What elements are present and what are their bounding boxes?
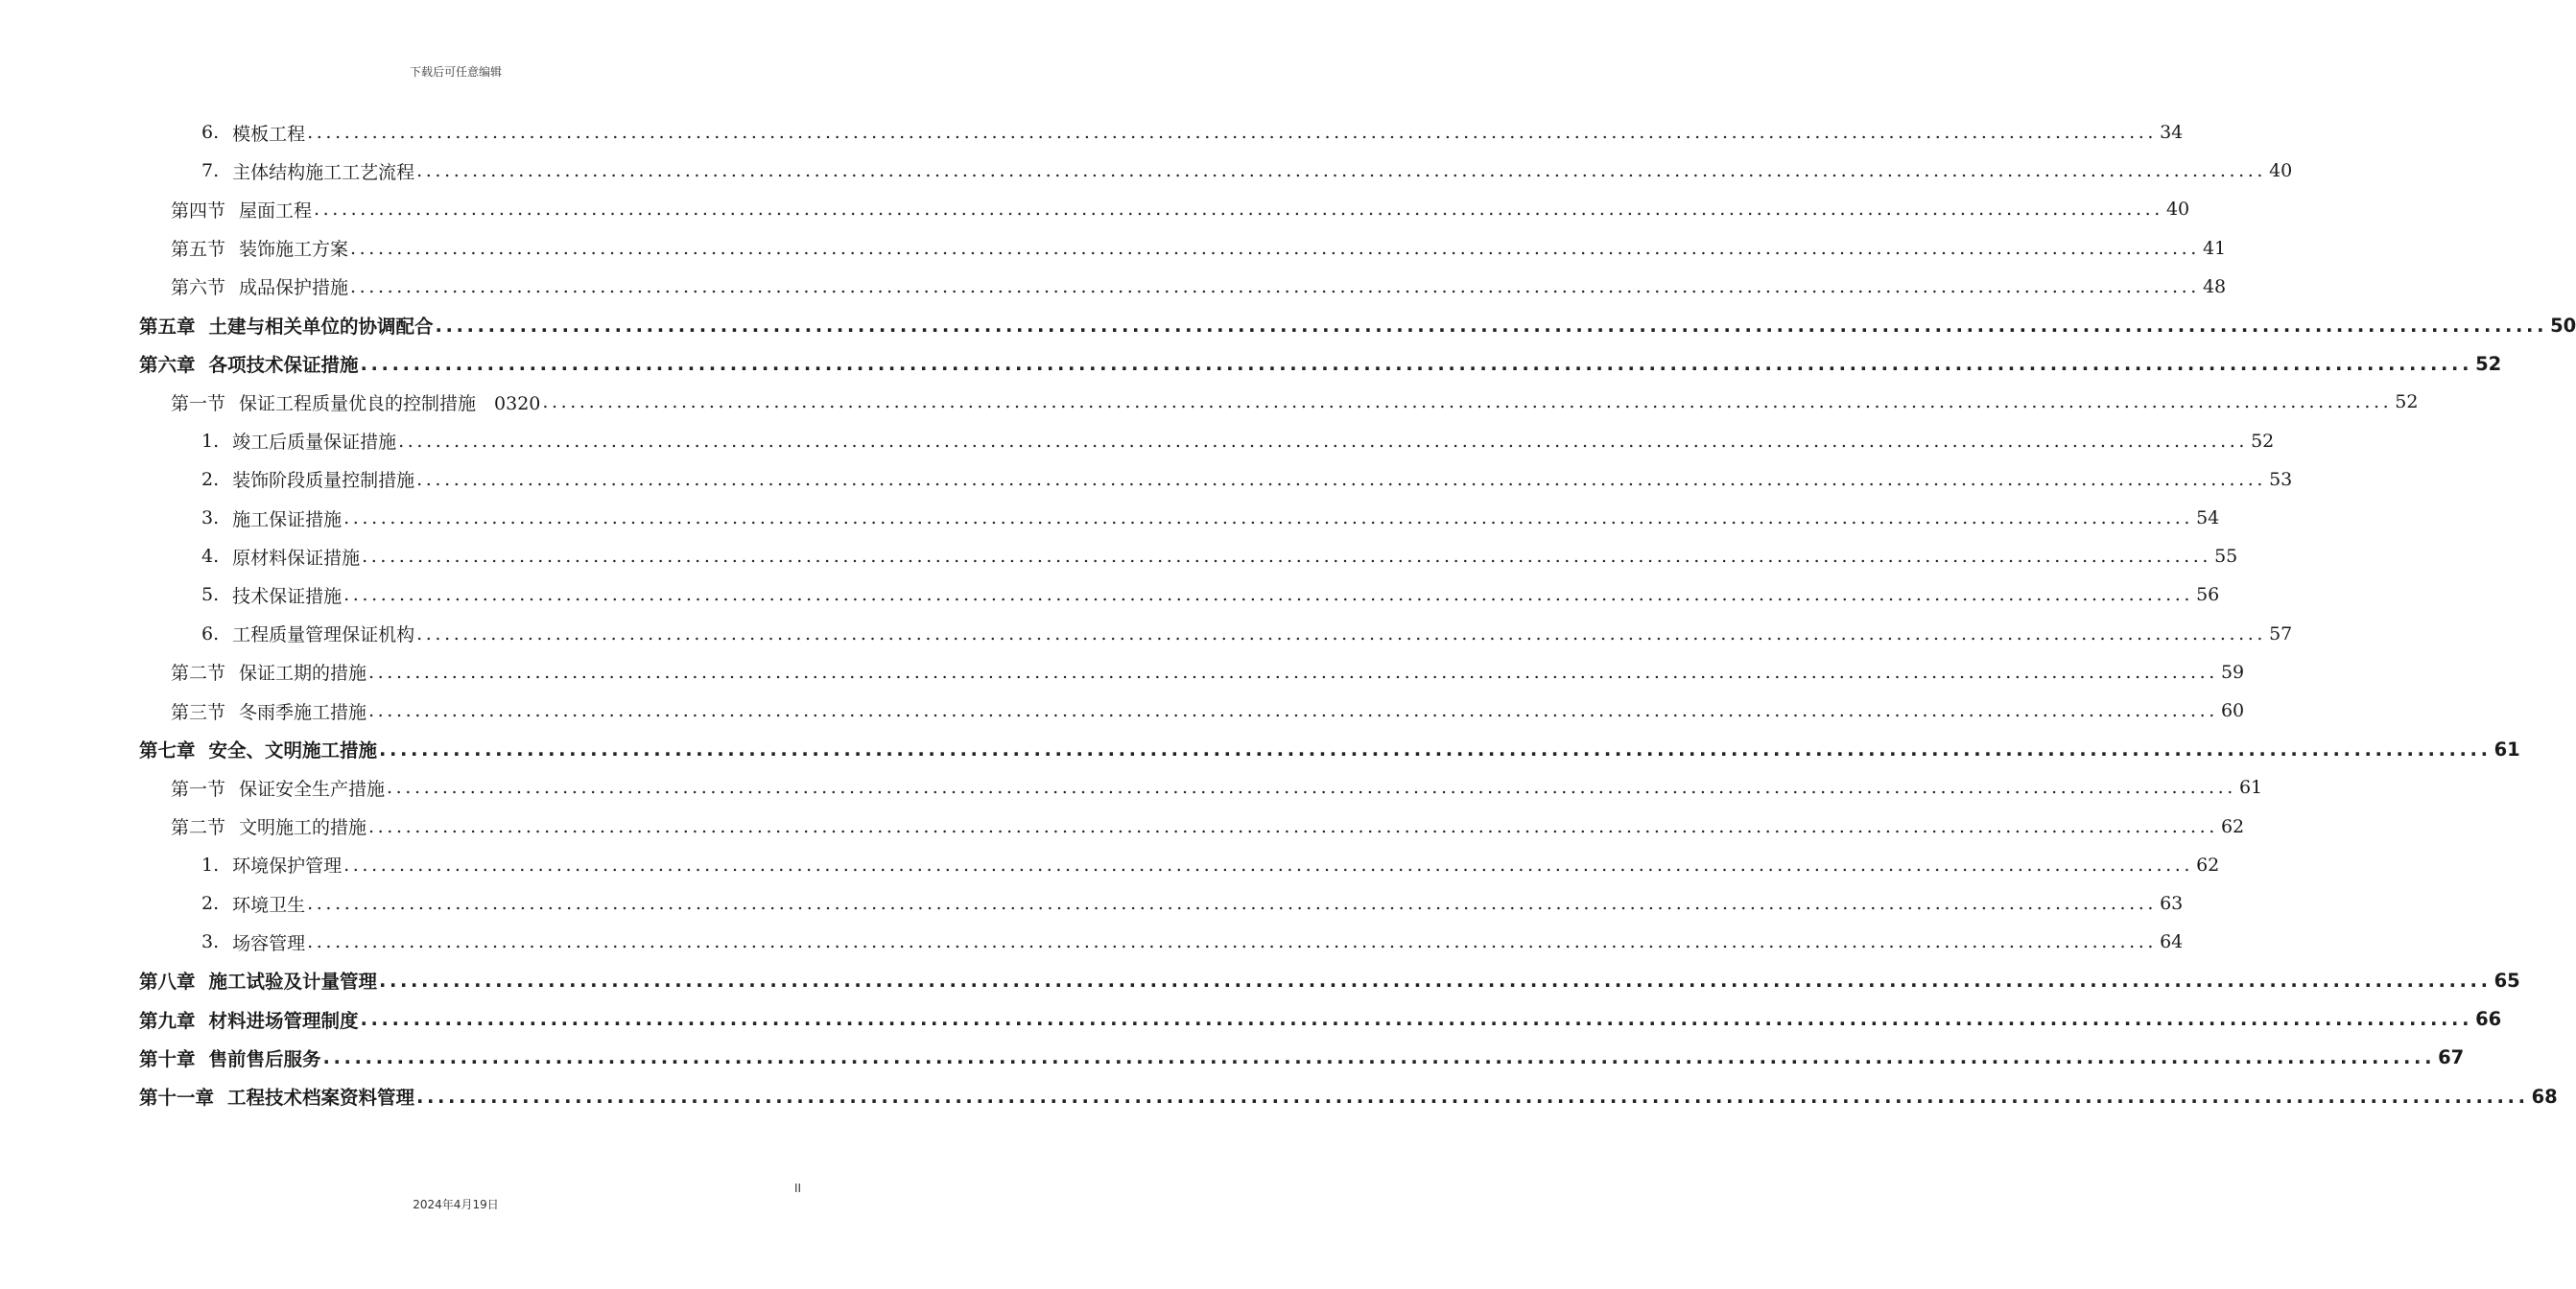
toc-entry-title: 装饰施工方案	[239, 239, 349, 261]
toc-entry-number: 4.	[201, 546, 220, 568]
toc-leader-dots: ........................................................................................................................................................................................................	[314, 199, 2163, 221]
toc-entry-title: 成品保护措施	[239, 277, 349, 299]
toc-entry-item[interactable]	[201, 152, 2293, 190]
toc-entry-number: 1.	[201, 854, 220, 876]
toc-leader-dots: ........................................................................................................................................................................................................	[379, 738, 2492, 761]
toc-entry-page: 68	[2531, 1085, 2558, 1108]
toc-leader-dots: ........................................................................................................................................................................................................	[368, 700, 2218, 721]
toc-leader-dots: ........................................................................................................................................................................................................	[360, 352, 2473, 375]
toc-entry-title: 施工试验及计量管理	[208, 971, 378, 994]
toc-entry-section[interactable]	[171, 691, 2245, 730]
toc-leader-dots: ........................................................................................................................................................................................................	[368, 815, 2218, 837]
toc-leader-dots: ........................................................................................................................................................................................................	[343, 507, 2194, 528]
toc-leader-dots: ........................................................................................................................................................................................................	[343, 584, 2194, 606]
toc-entry-title: 装饰阶段质量控制措施	[232, 470, 415, 492]
toc-entry-chapter[interactable]	[139, 961, 2520, 999]
toc-entry-item[interactable]	[201, 422, 2275, 460]
toc-entry-title: 安全、文明施工措施	[208, 739, 378, 762]
toc-entry-title: 保证安全生产措施	[239, 778, 386, 800]
toc-entry-chapter[interactable]	[139, 1077, 2558, 1115]
toc-leader-dots: ........................................................................................................................................................................................................	[307, 122, 2158, 143]
toc-entry-title: 工程技术档案资料管理	[227, 1087, 415, 1109]
toc-entry-item[interactable]	[201, 113, 2184, 152]
toc-entry-title: 售前售后服务	[208, 1047, 321, 1070]
toc-entry-title: 原材料保证措施	[232, 547, 361, 569]
toc-entry-page: 34	[2160, 122, 2184, 143]
toc-entry-number: 第一节	[171, 392, 226, 414]
toc-leader-dots: ........................................................................................................................................................................................................	[379, 969, 2492, 992]
toc-entry-page: 55	[2214, 546, 2238, 568]
toc-leader-dots: ........................................................................................................................................................................................................	[307, 893, 2158, 914]
toc-entry-page: 52	[2251, 430, 2275, 452]
toc-entry-number: 第九章	[139, 1009, 196, 1032]
toc-entry-page: 52	[2395, 391, 2419, 413]
toc-entry-number: 6.	[201, 622, 220, 644]
toc-entry-chapter[interactable]	[139, 306, 2576, 344]
toc-entry-item[interactable]	[201, 615, 2293, 653]
toc-entry-section[interactable]	[171, 268, 2227, 306]
page-number-roman: II	[794, 1182, 802, 1195]
toc-entry-number: 2.	[201, 893, 220, 914]
toc-entry-page: 50	[2550, 314, 2576, 337]
toc-leader-dots: ........................................................................................................................................................................................................	[350, 275, 2200, 297]
toc-entry-title: 竣工后质量保证措施	[232, 432, 397, 454]
toc-entry-title: 保证工程质量优良的控制措施 0320	[239, 392, 541, 414]
toc-entry-title: 文明施工的措施	[239, 817, 367, 839]
toc-entry-title: 主体结构施工工艺流程	[232, 161, 415, 183]
toc-leader-dots: ........................................................................................................................................................................................................	[360, 1008, 2473, 1031]
toc-entry-number: 第七章	[139, 739, 196, 762]
toc-entry-title: 各项技术保证措施	[208, 354, 359, 377]
toc-entry-page: 40	[2269, 160, 2293, 182]
toc-entry-page: 40	[2165, 199, 2190, 221]
toc-entry-number: 2.	[201, 468, 220, 490]
toc-leader-dots: ........................................................................................................................................................................................................	[416, 160, 2267, 182]
toc-entry-title: 材料进场管理制度	[208, 1009, 359, 1032]
toc-entry-page: 57	[2269, 622, 2293, 644]
toc-leader-dots: ........................................................................................................................................................................................................	[542, 391, 2393, 413]
toc-entry-number: 3.	[201, 931, 220, 953]
toc-entry-section[interactable]	[171, 808, 2245, 846]
toc-entry-page: 62	[2196, 854, 2220, 876]
toc-entry-page: 61	[2238, 777, 2263, 799]
toc-leader-dots: ........................................................................................................................................................................................................	[307, 931, 2158, 953]
toc-entry-item[interactable]	[201, 499, 2220, 537]
toc-entry-number: 第五章	[139, 316, 196, 338]
toc-entry-page: 41	[2202, 237, 2227, 259]
toc-entry-section[interactable]	[171, 383, 2419, 421]
toc-leader-dots: ........................................................................................................................................................................................................	[416, 1085, 2529, 1108]
toc-leader-dots: ........................................................................................................................................................................................................	[387, 777, 2236, 799]
page-header: 下载后可任意编辑	[409, 65, 502, 79]
toc-leader-dots: ........................................................................................................................................................................................................	[416, 622, 2267, 644]
toc-entry-item[interactable]	[201, 537, 2238, 575]
toc-entry-section[interactable]	[171, 653, 2245, 691]
toc-entry-title: 屋面工程	[239, 199, 313, 222]
toc-entry-number: 5.	[201, 584, 220, 606]
toc-entry-title: 土建与相关单位的协调配合	[208, 316, 434, 338]
toc-entry-page: 53	[2269, 468, 2293, 490]
toc-entry-number: 第六节	[171, 277, 226, 299]
toc-entry-number: 1.	[201, 430, 220, 452]
page-footer-date: 2024年4月19日	[413, 1198, 499, 1211]
toc-entry-section[interactable]	[171, 190, 2190, 228]
toc-entry-chapter[interactable]	[139, 1000, 2502, 1039]
toc-entry-chapter[interactable]	[139, 344, 2502, 383]
toc-entry-page: 67	[2438, 1046, 2465, 1069]
toc-entry-number: 3.	[201, 507, 220, 528]
toc-entry-number: 第八章	[139, 971, 196, 994]
toc-entry-number: 第十章	[139, 1047, 196, 1070]
toc-leader-dots: ........................................................................................................................................................................................................	[362, 546, 2212, 568]
toc-entry-chapter[interactable]	[139, 730, 2520, 768]
toc-entry-number: 第四节	[171, 199, 226, 222]
toc-entry-number: 第三节	[171, 701, 226, 723]
toc-entry-number: 第十一章	[139, 1087, 215, 1109]
toc-entry-title: 技术保证措施	[232, 585, 343, 607]
toc-entry-page: 65	[2493, 969, 2520, 992]
toc-entry-title: 工程质量管理保证机构	[232, 624, 415, 646]
toc-entry-page: 54	[2196, 507, 2220, 528]
toc-entry-page: 59	[2220, 661, 2245, 683]
toc-entry-number: 第五节	[171, 239, 226, 261]
toc-entry-title: 场容管理	[232, 932, 306, 954]
toc-entry-number: 第二节	[171, 663, 226, 685]
toc-leader-dots: ........................................................................................................................................................................................................	[343, 854, 2194, 876]
toc-entry-page: 48	[2202, 275, 2227, 297]
toc-entry-number: 第六章	[139, 354, 196, 377]
toc-entry-page: 61	[2493, 738, 2520, 761]
toc-entry-item[interactable]	[201, 846, 2220, 884]
toc-entry-number: 6.	[201, 122, 220, 143]
toc-entry-page: 56	[2196, 584, 2220, 606]
toc-leader-dots: ........................................................................................................................................................................................................	[368, 661, 2218, 683]
toc-entry-title: 冬雨季施工措施	[239, 701, 367, 723]
toc-entry-item[interactable]	[201, 884, 2184, 923]
toc-entry-chapter[interactable]	[139, 1039, 2465, 1077]
toc-entry-title: 环境保护管理	[232, 855, 343, 878]
toc-entry-page: 63	[2160, 893, 2184, 914]
toc-entry-title: 环境卫生	[232, 894, 306, 916]
toc-entry-item[interactable]	[201, 575, 2220, 614]
toc-entry-item[interactable]	[201, 923, 2184, 961]
toc-entry-item[interactable]	[201, 460, 2293, 499]
toc-entry-title: 施工保证措施	[232, 508, 343, 530]
toc-leader-dots: ........................................................................................................................................................................................................	[398, 430, 2249, 452]
toc-leader-dots: ........................................................................................................................................................................................................	[322, 1046, 2436, 1069]
toc-leader-dots: ........................................................................................................................................................................................................	[350, 237, 2200, 259]
toc-entry-number: 第一节	[171, 778, 226, 800]
toc-entry-section[interactable]	[171, 768, 2263, 807]
toc-leader-dots: ........................................................................................................................................................................................................	[416, 468, 2267, 490]
toc-entry-title: 保证工期的措施	[239, 663, 367, 685]
toc-entry-number: 第二节	[171, 817, 226, 839]
toc-entry-page: 62	[2220, 815, 2245, 837]
toc-entry-page: 64	[2160, 931, 2184, 953]
toc-leader-dots: ........................................................................................................................................................................................................	[435, 314, 2548, 337]
toc-entry-page: 52	[2475, 352, 2502, 375]
toc-entry-page: 60	[2220, 700, 2245, 721]
toc-entry-title: 模板工程	[232, 123, 306, 145]
toc-entry-number: 7.	[201, 160, 220, 182]
toc-entry-section[interactable]	[171, 229, 2227, 268]
toc-entry-page: 66	[2475, 1008, 2502, 1031]
